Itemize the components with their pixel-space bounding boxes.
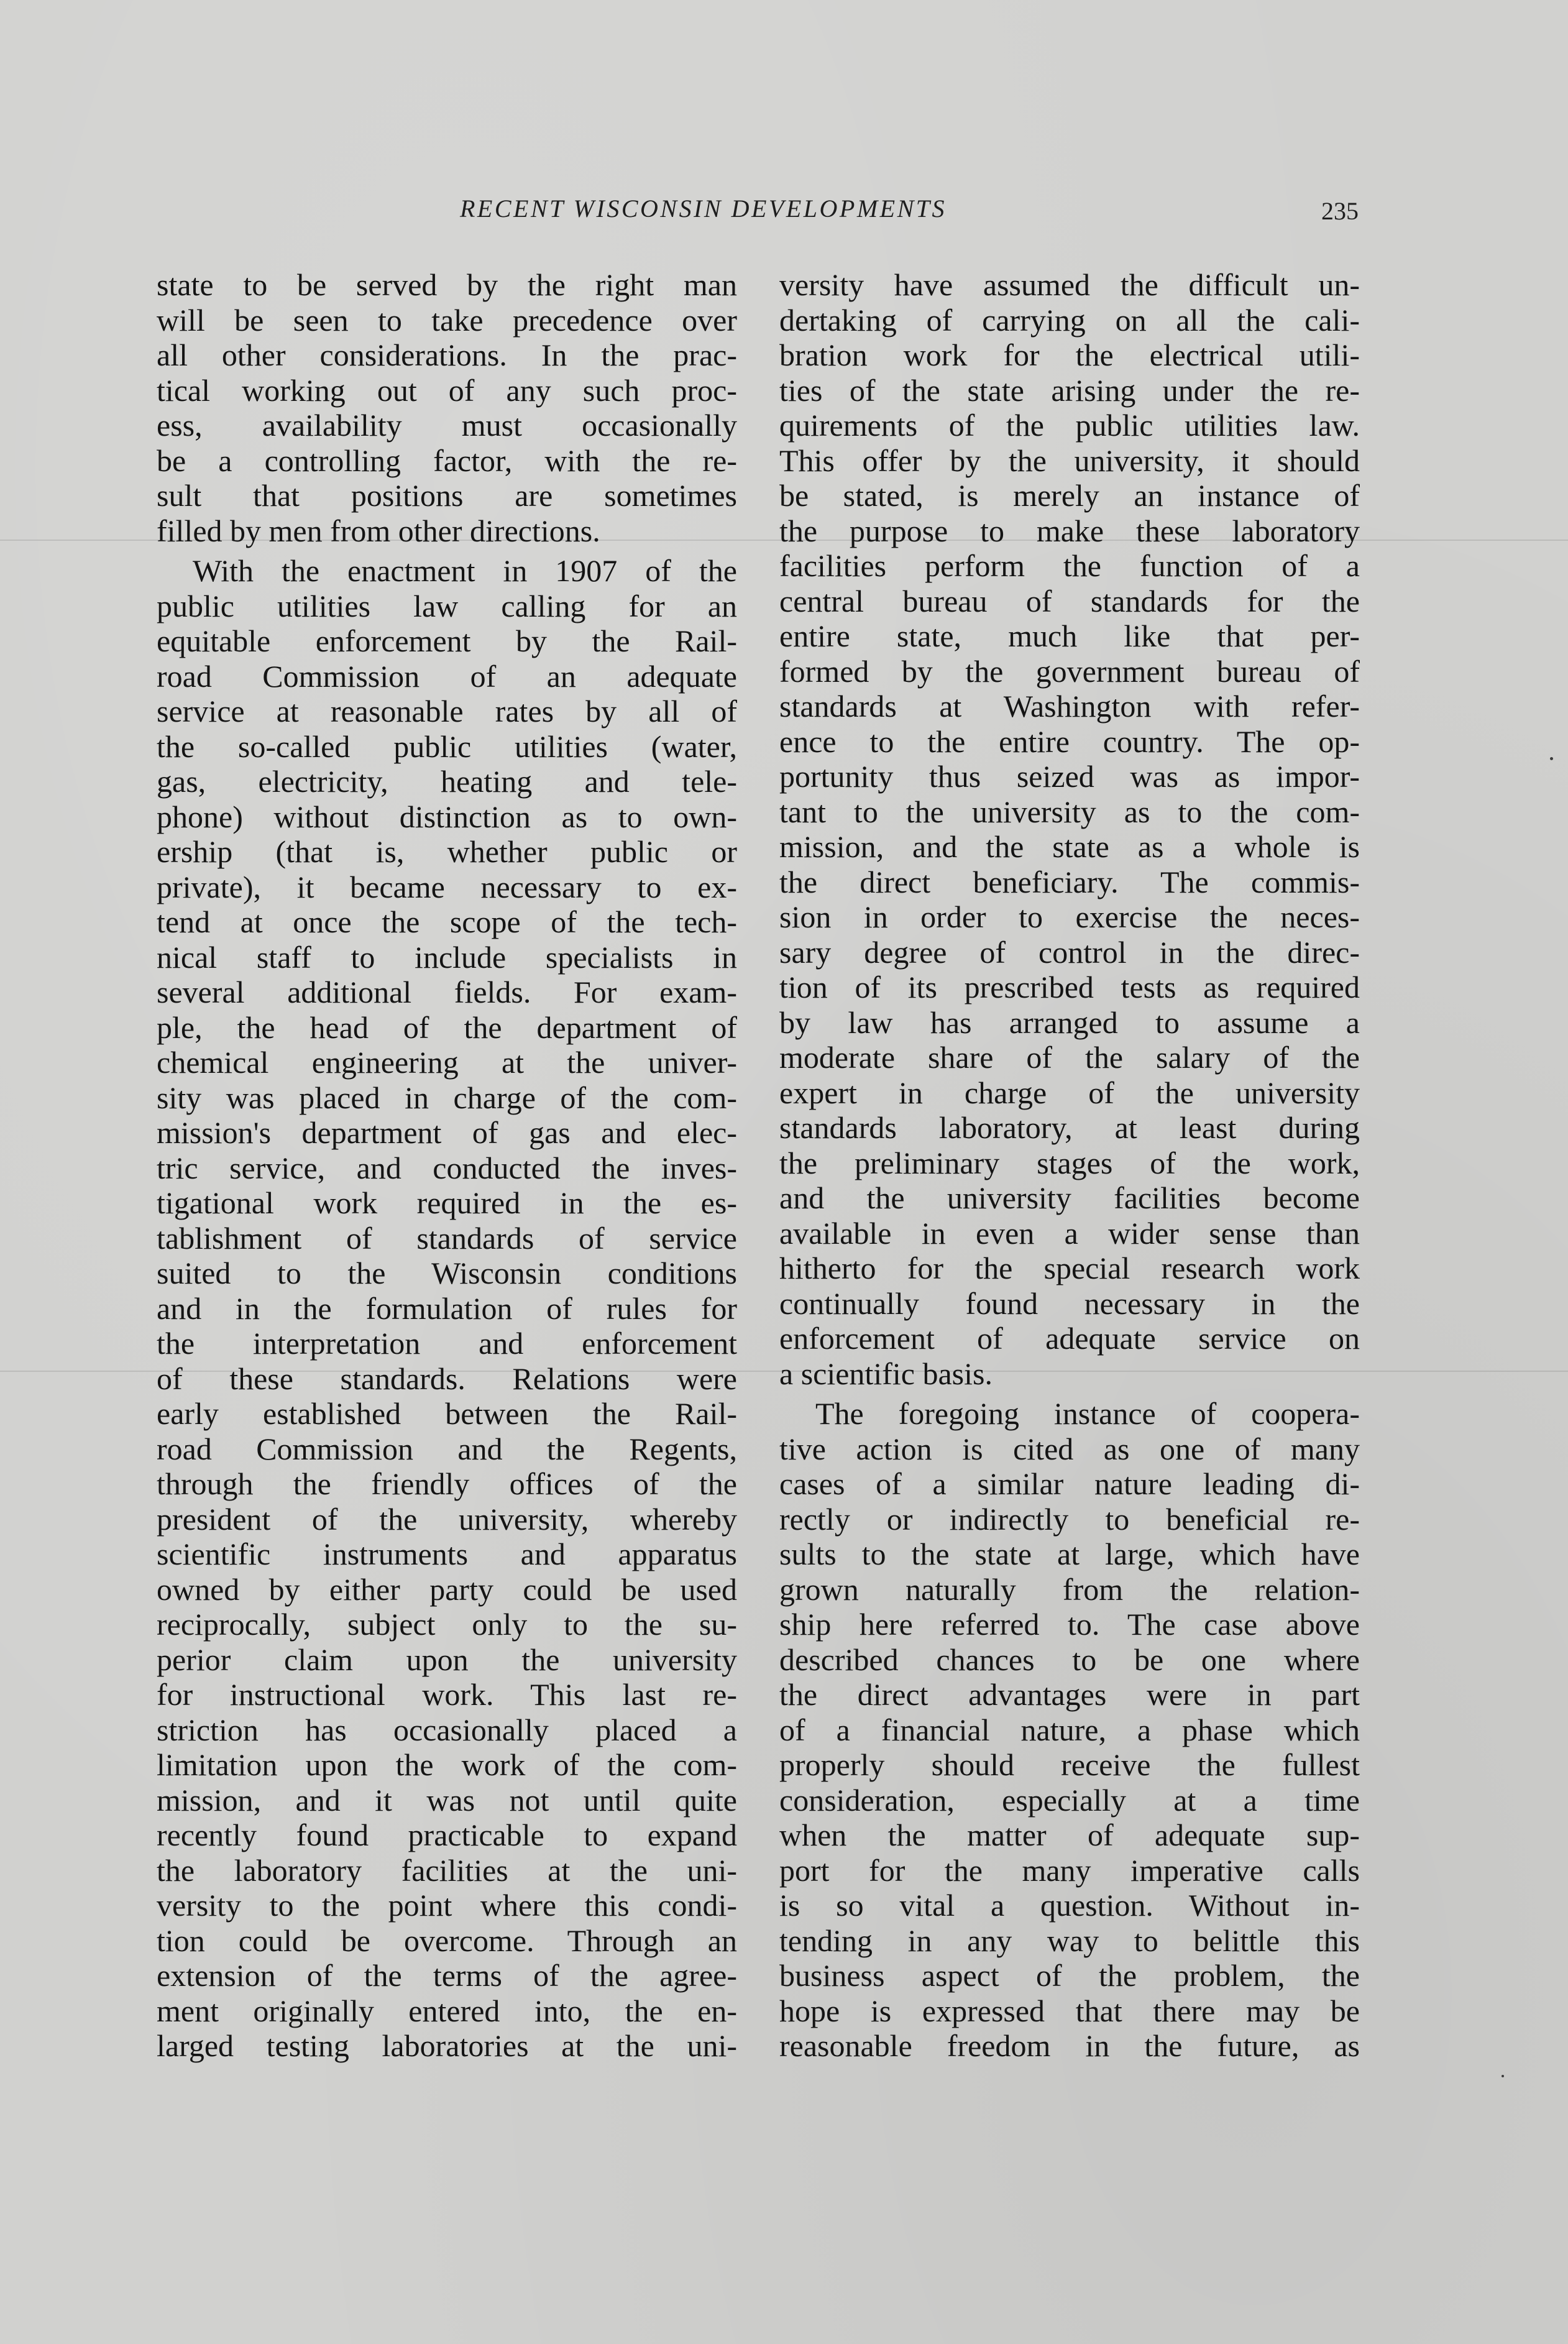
right-column-paragraph: [779, 267, 1360, 1391]
text-line: perior claim upon the university: [157, 1642, 737, 1677]
text-line: expert in charge of the university: [779, 1075, 1360, 1110]
text-line: several additional fields. For exam-: [157, 975, 737, 1009]
text-line: sity was placed in charge of the com-: [157, 1080, 737, 1115]
text-line: business aspect of the problem, the: [779, 1958, 1360, 1993]
text-line: when the matter of adequate sup-: [779, 1818, 1360, 1852]
text-line: recently found practicable to expand: [157, 1818, 737, 1852]
text-line: sult that positions are sometimes: [157, 478, 737, 513]
text-line: bration work for the electrical utili-: [779, 338, 1360, 372]
text-line: tigational work required in the es-: [157, 1185, 737, 1220]
text-line: versity to the point where this condi-: [157, 1888, 737, 1923]
text-line: the interpretation and enforcement: [157, 1326, 737, 1361]
text-line: tion could be overcome. Through an: [157, 1923, 737, 1958]
text-line: consideration, especially at a time: [779, 1782, 1360, 1818]
text-line: public utilities law calling for an: [157, 588, 737, 623]
text-line: tion of its prescribed tests as required: [779, 970, 1360, 1004]
text-line: versity have assumed the difficult un-: [779, 267, 1360, 302]
text-line: mission, and it was not until quite: [157, 1782, 737, 1818]
text-line: nical staff to include specialists in: [157, 939, 737, 975]
right-column-paragraph: [779, 1396, 1360, 2064]
text-line: service at reasonable rates by all of: [157, 694, 737, 728]
right-text-column: [779, 267, 1360, 2064]
text-line: will be seen to take precedence over: [157, 302, 737, 338]
text-line: the direct advantages were in part: [779, 1677, 1360, 1712]
text-line: reasonable freedom in the future, as: [779, 2028, 1360, 2063]
text-line: the direct beneficiary. The commis-: [779, 864, 1360, 899]
text-line: sion in order to exercise the neces-: [779, 899, 1360, 934]
text-line: available in even a wider sense than: [779, 1215, 1360, 1251]
text-line: early established between the Rail-: [157, 1396, 737, 1431]
page-number: 235: [1321, 197, 1359, 225]
text-line: of these standards. Relations were: [157, 1361, 737, 1396]
text-line: portunity thus seized was as impor-: [779, 759, 1360, 794]
text-line: ence to the entire country. The op-: [779, 724, 1360, 759]
text-line: dertaking of carrying on all the cali-: [779, 302, 1360, 338]
text-line: striction has occasionally placed a: [157, 1712, 737, 1747]
text-line: tive action is cited as one of many: [779, 1431, 1360, 1466]
text-line: limitation upon the work of the com-: [157, 1747, 737, 1782]
text-line: sults to the state at large, which have: [779, 1537, 1360, 1571]
text-line: sary degree of control in the direc-: [779, 934, 1360, 970]
text-line: ership (that is, whether public or: [157, 834, 737, 869]
text-line: state to be served by the right man: [157, 267, 737, 302]
paper-speck: [1550, 757, 1553, 760]
paper-speck: [1502, 2075, 1504, 2077]
text-line: continually found necessary in the: [779, 1285, 1360, 1321]
text-line: grown naturally from the relation-: [779, 1571, 1360, 1607]
text-line: president of the university, whereby: [157, 1501, 737, 1537]
text-line: ties of the state arising under the re-: [779, 372, 1360, 408]
text-line: is so vital a question. Without in-: [779, 1888, 1360, 1923]
running-head: [0, 194, 1568, 231]
left-column-paragraph: [157, 267, 737, 548]
text-line: reciprocally, subject only to the su-: [157, 1607, 737, 1642]
text-line: standards at Washington with refer-: [779, 689, 1360, 724]
paragraph-gap: [779, 1391, 1360, 1396]
text-line: tending in any way to belittle this: [779, 1923, 1360, 1958]
text-line: filled by men from other directions.: [157, 513, 600, 548]
text-line: road Commission of an adequate: [157, 658, 737, 694]
text-line: hitherto for the special research work: [779, 1251, 1360, 1285]
text-line: be a controlling factor, with the re-: [157, 443, 737, 478]
text-line: hope is expressed that there may be: [779, 1993, 1360, 2028]
text-line: ess, availability must occasionally: [157, 408, 737, 443]
text-line: tend at once the scope of the tech-: [157, 904, 737, 939]
text-line: port for the many imperative calls: [779, 1852, 1360, 1888]
text-line: ple, the head of the department of: [157, 1009, 737, 1045]
text-line: cases of a similar nature leading di-: [779, 1466, 1360, 1501]
text-line: mission, and the state as a whole is: [779, 829, 1360, 864]
text-line: quirements of the public utilities law.: [779, 408, 1360, 443]
text-line: be stated, is merely an instance of: [779, 478, 1360, 513]
text-line: described chances to be one where: [779, 1642, 1360, 1677]
text-line: suited to the Wisconsin conditions: [157, 1256, 737, 1290]
text-line: of a financial nature, a phase which: [779, 1712, 1360, 1747]
text-line: With the enactment in 1907 of the: [193, 553, 737, 588]
text-line: for instructional work. This last re-: [157, 1677, 737, 1712]
text-line: standards laboratory, at least during: [779, 1110, 1360, 1145]
text-line: mission's department of gas and elec-: [157, 1115, 737, 1150]
text-line: properly should receive the fullest: [779, 1747, 1360, 1782]
text-line: ship here referred to. The case above: [779, 1607, 1360, 1642]
text-line: the purpose to make these laboratory: [779, 513, 1360, 548]
left-column-paragraph: [157, 553, 737, 2064]
text-line: The foregoing instance of coopera-: [815, 1396, 1360, 1431]
text-line: extension of the terms of the agree-: [157, 1958, 737, 1993]
text-line: rectly or indirectly to beneficial re-: [779, 1501, 1360, 1537]
text-line: facilities perform the function of a: [779, 548, 1360, 583]
text-line: tant to the university as to the com-: [779, 794, 1360, 829]
text-line: central bureau of standards for the: [779, 583, 1360, 618]
text-line: all other considerations. In the prac-: [157, 338, 737, 372]
running-title: RECENT WISCONSIN DEVELOPMENTS: [460, 195, 947, 223]
text-line: larged testing laboratories at the uni-: [157, 2028, 737, 2063]
text-line: equitable enforcement by the Rail-: [157, 623, 737, 658]
text-line: a scientific basis.: [779, 1356, 993, 1391]
text-line: and in the formulation of rules for: [157, 1290, 737, 1326]
text-line: chemical engineering at the univer-: [157, 1045, 737, 1080]
text-line: gas, electricity, heating and tele-: [157, 764, 737, 799]
text-line: tric service, and conducted the inves-: [157, 1150, 737, 1185]
text-line: phone) without distinction as to own-: [157, 799, 737, 834]
text-line: by law has arranged to assume a: [779, 1004, 1360, 1040]
left-text-column: [157, 267, 737, 2064]
text-line: the so-called public utilities (water,: [157, 728, 737, 764]
text-line: scientific instruments and apparatus: [157, 1537, 737, 1571]
text-line: tablishment of standards of service: [157, 1220, 737, 1256]
paragraph-gap: [157, 548, 737, 553]
text-line: road Commission and the Regents,: [157, 1431, 737, 1466]
text-line: owned by either party could be used: [157, 1571, 737, 1607]
text-line: ment originally entered into, the en-: [157, 1993, 737, 2028]
text-line: moderate share of the salary of the: [779, 1040, 1360, 1075]
text-line: This offer by the university, it should: [779, 443, 1360, 478]
text-line: the preliminary stages of the work,: [779, 1145, 1360, 1180]
text-line: the laboratory facilities at the uni-: [157, 1852, 737, 1888]
text-line: private), it became necessary to ex-: [157, 869, 737, 904]
text-line: tical working out of any such proc-: [157, 372, 737, 408]
text-line: formed by the government bureau of: [779, 653, 1360, 689]
text-line: through the friendly offices of the: [157, 1466, 737, 1501]
text-line: enforcement of adequate service on: [779, 1321, 1360, 1356]
text-line: and the university facilities become: [779, 1180, 1360, 1215]
text-line: entire state, much like that per-: [779, 618, 1360, 653]
